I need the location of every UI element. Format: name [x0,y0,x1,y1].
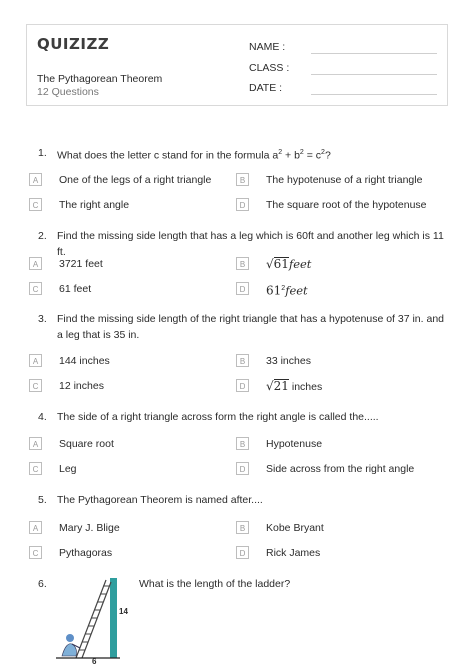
option-letter: B [236,521,249,534]
option-label: Pythagoras [59,547,113,559]
ladder-rail [82,582,111,658]
person-icon [62,634,80,656]
option-letter: A [29,257,42,270]
class-label: CLASS : [249,62,290,74]
option-label: $61^2feet$ [266,283,308,298]
height-label: 14 [119,607,128,616]
question-text: The side of a right triangle across form the right angle is called the..... [57,411,379,423]
option-label: Kobe Bryant [266,522,324,534]
quizizz-logo: QUIZIZZ [37,35,110,53]
option-label: The right angle [59,199,130,211]
option-label: √21 inches [266,379,323,393]
question-text: Find the missing side length that has a leg which is 60ft and another leg which is 11 ft. [57,230,444,258]
ladder-rail [76,580,106,658]
question-text: The Pythagorean Theorem is named after.... [57,494,263,506]
option-label: 61 feet [59,283,92,295]
question-number: 2. [38,230,47,242]
option-letter: D [236,198,249,211]
option-letter: D [236,379,249,392]
wall-shape [110,578,117,658]
option-label: Leg [59,463,77,475]
question-number: 6. [38,578,47,590]
option-label: Hypotenuse [266,438,323,450]
option-label: 144 inches [59,355,110,367]
option-label: 33 inches [266,355,311,367]
ladder-rungs [79,586,109,650]
option-label: 12 inches [59,380,104,392]
question-number: 1. [38,147,47,159]
option-letter: D [236,282,249,295]
option-letter: A [29,437,42,450]
option-label: Rick James [266,547,321,559]
question-text: What does the letter c stand for in the formula $a^2 + b^2 = c^2$? [57,149,331,162]
option-label: Mary J. Blige [59,522,120,534]
option-letter: C [29,379,42,392]
option-letter: D [236,546,249,559]
option-letter: C [29,546,42,559]
option-letter: D [236,462,249,475]
worksheet-title: The Pythagorean Theorem [37,73,163,85]
option-letter: C [29,462,42,475]
question-number: 5. [38,494,47,506]
option-letter: B [236,257,249,270]
option-label: The square root of the hypotenuse [266,199,427,211]
option-label: Square root [59,438,114,450]
base-label: 6 [92,657,97,666]
date-line [311,94,437,95]
name-label: NAME : [249,41,286,53]
option-label: Side across from the right angle [266,463,415,475]
option-letter: B [236,354,249,367]
date-label: DATE : [249,82,283,94]
option-letter: A [29,521,42,534]
option-letter: A [29,173,42,186]
worksheet-header [26,24,448,106]
option-label: One of the legs of a right triangle [59,174,212,186]
ladder-figure [48,578,138,668]
question-number: 4. [38,411,47,423]
option-letter: B [236,437,249,450]
question-text: Find the missing side length of the right triangle that has a hypotenuse of 37 in. and a leg that is 35 in. [57,313,444,341]
option-letter: C [29,198,42,211]
option-letter: B [236,173,249,186]
class-line [311,74,437,75]
question-number: 3. [38,313,47,325]
question-text: What is the length of the ladder? [139,578,291,590]
option-letter: A [29,354,42,367]
option-letter: C [29,282,42,295]
question-count: 12 Questions [37,86,99,98]
name-line [311,53,437,54]
option-label: The hypotenuse of a right triangle [266,174,423,186]
option-label: 3721 feet [59,258,103,270]
option-label: √61feet [266,257,312,271]
